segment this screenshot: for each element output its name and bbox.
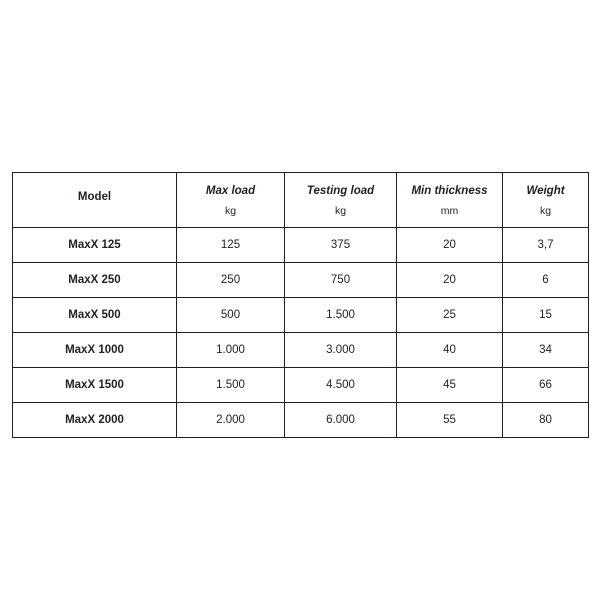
cell-weight: 3,7 — [503, 228, 589, 263]
cell-max-load: 2.000 — [177, 403, 285, 438]
technical-specifications-table — [12, 172, 589, 438]
cell-testing-load: 3.000 — [285, 333, 397, 368]
column-header-max-load-title: Max load — [205, 184, 256, 197]
cell-min-thickness: 55 — [397, 403, 503, 438]
cell-min-thickness: 45 — [397, 368, 503, 403]
table-row — [13, 298, 589, 333]
cell-model: MaxX 2000 — [13, 403, 177, 438]
column-header-max-load — [177, 173, 285, 228]
cell-weight: 15 — [503, 298, 589, 333]
cell-testing-load: 6.000 — [285, 403, 397, 438]
column-header-min-thickness — [397, 173, 503, 228]
cell-testing-load: 750 — [285, 263, 397, 298]
column-header-weight — [503, 173, 589, 228]
cell-testing-load: 1.500 — [285, 298, 397, 333]
column-header-min-thickness-unit: mm — [440, 204, 459, 217]
cell-max-load: 1.000 — [177, 333, 285, 368]
column-header-model-title: Model — [77, 190, 112, 203]
cell-weight: 66 — [503, 368, 589, 403]
column-header-model — [13, 173, 177, 228]
table-row — [13, 368, 589, 403]
spec-table-container — [12, 172, 588, 438]
column-header-testing-load-title: Testing load — [306, 184, 375, 197]
table-header-row — [13, 173, 589, 228]
cell-min-thickness: 40 — [397, 333, 503, 368]
cell-max-load: 125 — [177, 228, 285, 263]
cell-weight: 34 — [503, 333, 589, 368]
cell-model: MaxX 1500 — [13, 368, 177, 403]
column-header-max-load-unit: kg — [224, 204, 237, 217]
table-body — [13, 228, 589, 438]
cell-model: MaxX 250 — [13, 263, 177, 298]
table-row — [13, 263, 589, 298]
cell-max-load: 250 — [177, 263, 285, 298]
table-header — [13, 173, 589, 228]
table-row — [13, 228, 589, 263]
cell-testing-load: 4.500 — [285, 368, 397, 403]
column-header-testing-load-unit: kg — [334, 204, 347, 217]
cell-model: MaxX 500 — [13, 298, 177, 333]
cell-min-thickness: 20 — [397, 228, 503, 263]
cell-min-thickness: 25 — [397, 298, 503, 333]
cell-testing-load: 375 — [285, 228, 397, 263]
cell-max-load: 1.500 — [177, 368, 285, 403]
cell-model: MaxX 125 — [13, 228, 177, 263]
cell-min-thickness: 20 — [397, 263, 503, 298]
table-row — [13, 403, 589, 438]
cell-weight: 6 — [503, 263, 589, 298]
column-header-weight-title: Weight — [526, 184, 565, 197]
cell-model: MaxX 1000 — [13, 333, 177, 368]
column-header-testing-load — [285, 173, 397, 228]
column-header-min-thickness-title: Min thickness — [411, 184, 488, 197]
cell-max-load: 500 — [177, 298, 285, 333]
column-header-weight-unit: kg — [539, 204, 552, 217]
table-row — [13, 333, 589, 368]
cell-weight: 80 — [503, 403, 589, 438]
